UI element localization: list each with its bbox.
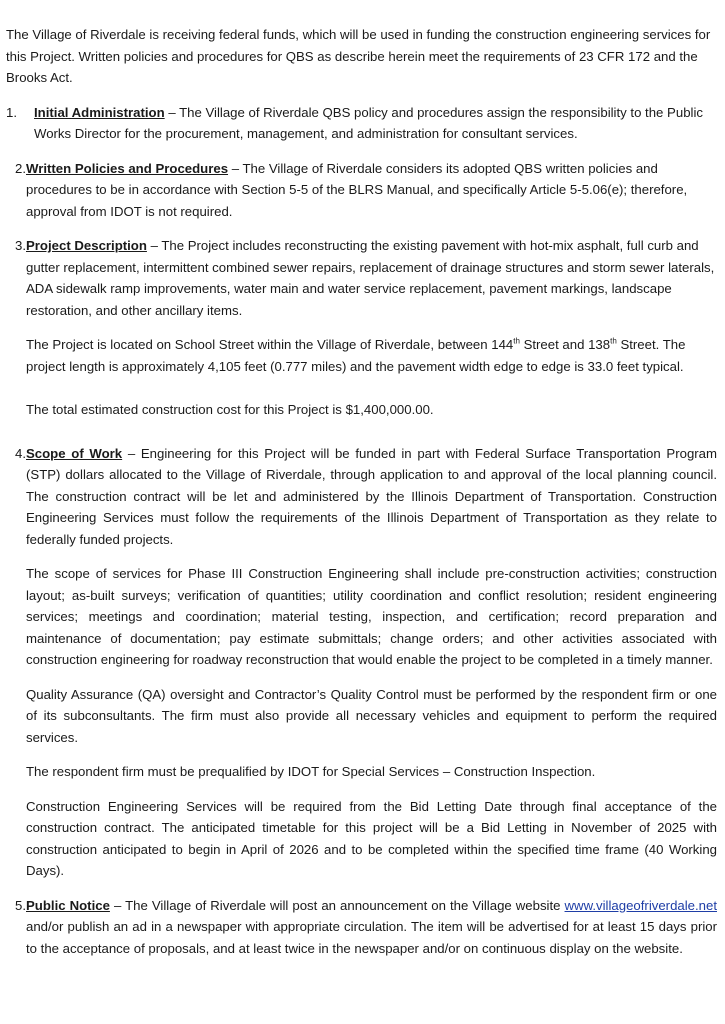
- location-text: Street. The project length is approximately 4,105 feet (0.777 miles) and the pavement width edge to edge is 33.0 feet typical.: [26, 337, 686, 374]
- project-location-paragraph: [26, 334, 717, 377]
- quality-assurance-paragraph: Quality Assurance (QA) oversight and Contractor’s Quality Control must be performed by the respondent firm or one of its subconsultants. The firm must also provide all necessary vehicles and equipment to perform the required services.: [26, 686, 717, 745]
- section-paragraph: [26, 235, 717, 321]
- section-number: 2.: [15, 160, 26, 176]
- section-text: – The Village of Riverdale QBS policy and procedures assign the responsibility to the Public Works Director for the procurement, management, and administration for consultant services.: [34, 104, 703, 141]
- section-number: 1.: [6, 104, 17, 120]
- section-paragraph: [26, 158, 717, 223]
- section-paragraph: [34, 102, 717, 145]
- section-heading: Scope of Work: [26, 445, 123, 461]
- section-paragraph: [26, 443, 717, 551]
- section-public-notice: [6, 895, 717, 960]
- section-initial-administration: [6, 102, 717, 145]
- section-text: – The Village of Riverdale considers its adopted QBS written policies and procedures to be in accordance with Section 5-5 of the BLRS Manual, and specifically Article 5-5.06(e); therefore, approval from IDOT is not required.: [26, 160, 688, 219]
- prequalification-paragraph: The respondent firm must be prequalified by IDOT for Special Services – Construction Inspection.: [26, 764, 596, 779]
- section-heading: Written Policies and Procedures: [26, 160, 229, 176]
- ordinal-suffix: th: [513, 336, 520, 346]
- section-text: – The Village of Riverdale will post an announcement on the Village website: [109, 897, 565, 913]
- section-body: [26, 158, 717, 223]
- intro-paragraph: The Village of Riverdale is receiving federal funds, which will be used in funding the construction engineering services for this Project. Written policies and procedures for QBS as describe herein meet the requirements of 23 CFR 172 and the Brooks Act.: [6, 27, 711, 85]
- section-body: [26, 895, 717, 960]
- location-text: Street and 138: [519, 337, 611, 352]
- scope-services-paragraph: The scope of services for Phase III Construction Engineering shall include pre-construction activities; construction layout; as-built surveys; verification of quantities; utility coordination and conflict resolution; resident engineering services; meetings and coordination; material testing, inspection, and certification; record preparation and maintenance of documentation; pay estimate submittals; change orders; and other activities associated with construction engineering for roadway reconstruction that would enable the project to be completed in a timely manner.: [26, 566, 717, 667]
- section-body: [34, 102, 717, 145]
- village-website-link[interactable]: www.villageofriverdale.net: [564, 897, 717, 913]
- timetable-paragraph: Construction Engineering Services will be required from the Bid Letting Date through final acceptance of the construction contract. The anticipated timetable for this project will be a Bid Letting in November of 2025 with construction anticipated to begin in April of 2026 and to be completed within the specified time frame (40 Working Days).: [26, 798, 717, 878]
- section-written-policies: [6, 158, 717, 223]
- section-heading: Project Description: [26, 238, 147, 253]
- section-heading: Initial Administration: [34, 104, 165, 120]
- section-text: – Engineering for this Project will be funded in part with Federal Surface Transportation Program (STP) dollars allocated to the Village of Riverdale, through application to and approval of the local planning council. The construction contract will be let and administered by the Illinois Department of Transportation. Construction Engineering Services must follow the requirements of the Illinois Department of Transportation as they relate to federally funded projects.: [26, 445, 717, 547]
- location-text: The Project is located on School Street within the Village of Riverdale, between 144: [26, 337, 514, 352]
- section-scope-of-work: [6, 443, 717, 882]
- section-heading: Public Notice: [26, 897, 110, 913]
- section-text: – The Project includes reconstructing the existing pavement with hot-mix asphalt, full curb and gutter replacement, intermittent combined sewer repairs, replacement of drainage structures and storm sewer laterals, ADA sidewalk ramp improvements, water main and water service replacement, pavement markings, landscape restoration, and other ancillary items.: [26, 238, 715, 318]
- project-cost-paragraph: The total estimated construction cost for this Project is $1,400,000.00.: [26, 402, 434, 417]
- section-number: 4.: [15, 445, 26, 461]
- section-number: 3.: [15, 238, 26, 253]
- section-project-description: [6, 235, 717, 421]
- section-paragraph: [26, 895, 717, 960]
- section-text: and/or publish an ad in a newspaper with appropriate circulation. The item will be advertised for at least 15 days prior to the acceptance of proposals, and at least twice in the newspaper and/or on continuous display on the website.: [26, 919, 717, 956]
- section-number: 5.: [15, 897, 26, 913]
- ordinal-suffix: th: [610, 336, 617, 346]
- section-body: [26, 443, 717, 882]
- section-body: [26, 235, 717, 421]
